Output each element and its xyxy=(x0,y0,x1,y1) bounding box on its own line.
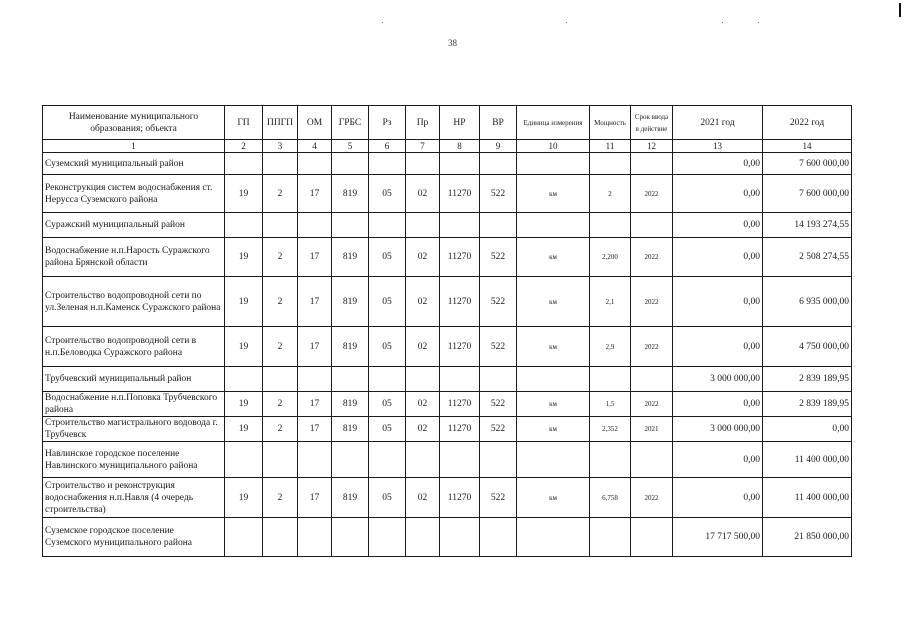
cell-rz xyxy=(369,367,406,392)
cell-unit xyxy=(517,153,590,175)
cell-vr: 522 xyxy=(480,417,517,442)
cell-grbs xyxy=(332,367,369,392)
header-2021: 2021 год xyxy=(673,106,763,140)
cell-term: 2022 xyxy=(631,277,673,327)
cell-grbs xyxy=(332,213,369,238)
column-number: 11 xyxy=(590,140,631,153)
column-number: 9 xyxy=(480,140,517,153)
header-rz: Рз xyxy=(369,106,406,140)
cell-np xyxy=(440,367,480,392)
cell-vr: 522 xyxy=(480,478,517,518)
cell-y2022: 7 600 000,00 xyxy=(763,175,852,213)
cell-rz xyxy=(369,213,406,238)
cell-gp xyxy=(225,518,263,557)
cell-gp: 19 xyxy=(225,478,263,518)
cell-gp xyxy=(225,367,263,392)
cell-pr: 02 xyxy=(406,327,440,367)
header-grbs: ГРБС xyxy=(332,106,369,140)
cell-pr xyxy=(406,213,440,238)
cell-gp: 19 xyxy=(225,392,263,417)
cell-name: Строительство магистрального водовода г. Трубчевск xyxy=(43,417,225,442)
cell-power: 6,758 xyxy=(590,478,631,518)
cell-y2021: 0,00 xyxy=(673,442,763,478)
cell-vr xyxy=(480,518,517,557)
header-term: Срок ввода в действие xyxy=(631,106,673,140)
cell-y2021: 0,00 xyxy=(673,175,763,213)
cell-power xyxy=(590,367,631,392)
cell-np: 11270 xyxy=(440,277,480,327)
cell-rz: 05 xyxy=(369,417,406,442)
cell-y2022: 11 400 000,00 xyxy=(763,478,852,518)
cell-vr xyxy=(480,153,517,175)
header-om: ОМ xyxy=(298,106,332,140)
cell-om xyxy=(298,213,332,238)
cell-om xyxy=(298,367,332,392)
column-number: 5 xyxy=(332,140,369,153)
header-gp: ГП xyxy=(225,106,263,140)
cell-unit: км xyxy=(517,277,590,327)
cell-power xyxy=(590,442,631,478)
column-number: 2 xyxy=(225,140,263,153)
table-row xyxy=(43,277,852,327)
cell-unit: км xyxy=(517,327,590,367)
scan-speck xyxy=(758,22,759,23)
column-number: 10 xyxy=(517,140,590,153)
cell-vr: 522 xyxy=(480,327,517,367)
cell-grbs xyxy=(332,518,369,557)
cell-om xyxy=(298,442,332,478)
budget-table xyxy=(42,105,852,557)
cell-ppgp: 2 xyxy=(263,277,298,327)
cell-gp: 19 xyxy=(225,277,263,327)
cell-y2022: 21 850 000,00 xyxy=(763,518,852,557)
cell-rz: 05 xyxy=(369,277,406,327)
cell-unit: км xyxy=(517,175,590,213)
cell-rz xyxy=(369,442,406,478)
cell-name: Реконструкция систем водоснабжения ст. Нерусса Суземского района xyxy=(43,175,225,213)
column-number: 12 xyxy=(631,140,673,153)
cell-pr xyxy=(406,153,440,175)
cell-om: 17 xyxy=(298,417,332,442)
cell-ppgp: 2 xyxy=(263,238,298,277)
cell-ppgp: 2 xyxy=(263,417,298,442)
header-unit: Единица измерения xyxy=(517,106,590,140)
table-row xyxy=(43,213,852,238)
cell-grbs xyxy=(332,153,369,175)
table-row xyxy=(43,175,852,213)
cell-name: Водоснабжение н.п.Нарость Суражского района Брянской области xyxy=(43,238,225,277)
cell-vr: 522 xyxy=(480,175,517,213)
cell-ppgp xyxy=(263,153,298,175)
cell-om: 17 xyxy=(298,175,332,213)
cell-np: 11270 xyxy=(440,478,480,518)
scan-speck xyxy=(382,22,383,23)
cell-y2022: 0,00 xyxy=(763,417,852,442)
cell-pr xyxy=(406,442,440,478)
table-row xyxy=(43,442,852,478)
cell-rz: 05 xyxy=(369,238,406,277)
cell-power xyxy=(590,153,631,175)
cell-y2021: 17 717 500,00 xyxy=(673,518,763,557)
header-np: НР xyxy=(440,106,480,140)
table-row xyxy=(43,478,852,518)
cell-name: Водоснабжение н.п.Поповка Трубчевского района xyxy=(43,392,225,417)
cell-term xyxy=(631,518,673,557)
cell-grbs: 819 xyxy=(332,392,369,417)
cell-pr: 02 xyxy=(406,417,440,442)
cell-term: 2022 xyxy=(631,478,673,518)
header-name: Наименование муниципального образования; объекта xyxy=(43,106,225,140)
cell-grbs: 819 xyxy=(332,327,369,367)
cell-om xyxy=(298,153,332,175)
cell-term: 2022 xyxy=(631,327,673,367)
cell-y2021: 3 000 000,00 xyxy=(673,367,763,392)
cell-grbs: 819 xyxy=(332,478,369,518)
cell-power xyxy=(590,213,631,238)
cell-ppgp: 2 xyxy=(263,478,298,518)
cell-name: Суземское городское поселение Суземского муниципального района xyxy=(43,518,225,557)
cell-y2022: 4 750 000,00 xyxy=(763,327,852,367)
header-2022: 2022 год xyxy=(763,106,852,140)
cell-power: 2,1 xyxy=(590,277,631,327)
cell-vr xyxy=(480,367,517,392)
cell-y2022: 14 193 274,55 xyxy=(763,213,852,238)
cell-unit: км xyxy=(517,392,590,417)
cell-om xyxy=(298,518,332,557)
cell-unit xyxy=(517,442,590,478)
cell-y2021: 0,00 xyxy=(673,238,763,277)
cell-om: 17 xyxy=(298,238,332,277)
cell-np xyxy=(440,213,480,238)
cell-y2021: 0,00 xyxy=(673,392,763,417)
cell-rz xyxy=(369,153,406,175)
cell-pr: 02 xyxy=(406,392,440,417)
table-row xyxy=(43,518,852,557)
cell-rz: 05 xyxy=(369,327,406,367)
table-body xyxy=(43,153,852,557)
scan-speck xyxy=(566,22,567,23)
cell-om: 17 xyxy=(298,277,332,327)
cell-y2021: 0,00 xyxy=(673,327,763,367)
cell-om: 17 xyxy=(298,327,332,367)
cell-gp: 19 xyxy=(225,175,263,213)
table-row xyxy=(43,327,852,367)
cell-np xyxy=(440,442,480,478)
cell-grbs: 819 xyxy=(332,238,369,277)
cell-grbs xyxy=(332,442,369,478)
cell-power: 2,9 xyxy=(590,327,631,367)
cell-gp: 19 xyxy=(225,238,263,277)
cell-pr: 02 xyxy=(406,175,440,213)
header-pr: Пр xyxy=(406,106,440,140)
cell-y2022: 6 935 000,00 xyxy=(763,277,852,327)
column-number: 4 xyxy=(298,140,332,153)
cell-unit xyxy=(517,518,590,557)
cell-unit: км xyxy=(517,478,590,518)
cell-y2021: 0,00 xyxy=(673,277,763,327)
column-number: 3 xyxy=(263,140,298,153)
cell-name: Трубчевский муниципальный район xyxy=(43,367,225,392)
cell-np: 11270 xyxy=(440,238,480,277)
cell-unit xyxy=(517,367,590,392)
column-number: 8 xyxy=(440,140,480,153)
cell-pr: 02 xyxy=(406,478,440,518)
cell-y2022: 7 600 000,00 xyxy=(763,153,852,175)
cell-power xyxy=(590,518,631,557)
cell-np: 11270 xyxy=(440,392,480,417)
cell-rz xyxy=(369,518,406,557)
cell-gp xyxy=(225,442,263,478)
column-number-row xyxy=(43,140,852,153)
cell-unit xyxy=(517,213,590,238)
cell-pr xyxy=(406,518,440,557)
cell-grbs: 819 xyxy=(332,417,369,442)
cell-gp: 19 xyxy=(225,417,263,442)
cell-ppgp: 2 xyxy=(263,175,298,213)
cell-rz: 05 xyxy=(369,478,406,518)
cell-term: 2022 xyxy=(631,392,673,417)
cell-rz: 05 xyxy=(369,392,406,417)
cell-np: 11270 xyxy=(440,327,480,367)
cell-pr xyxy=(406,367,440,392)
cell-name: Строительство водопроводной сети в н.п.Беловодка Суражского района xyxy=(43,327,225,367)
table-row xyxy=(43,367,852,392)
cell-np xyxy=(440,153,480,175)
cell-unit: км xyxy=(517,417,590,442)
cell-ppgp xyxy=(263,442,298,478)
table-row xyxy=(43,153,852,175)
cell-y2021: 0,00 xyxy=(673,153,763,175)
cell-ppgp: 2 xyxy=(263,392,298,417)
cell-term xyxy=(631,153,673,175)
scan-edge-mark xyxy=(899,3,901,17)
cell-term xyxy=(631,442,673,478)
cell-grbs: 819 xyxy=(332,277,369,327)
cell-power: 2 xyxy=(590,175,631,213)
header-vr: ВР xyxy=(480,106,517,140)
cell-gp xyxy=(225,213,263,238)
cell-ppgp xyxy=(263,213,298,238)
cell-np: 11270 xyxy=(440,175,480,213)
cell-y2022: 2 839 189,95 xyxy=(763,392,852,417)
cell-y2022: 11 400 000,00 xyxy=(763,442,852,478)
cell-unit: км xyxy=(517,238,590,277)
cell-term xyxy=(631,367,673,392)
page-number: 38 xyxy=(448,38,457,48)
cell-y2022: 2 508 274,55 xyxy=(763,238,852,277)
cell-gp xyxy=(225,153,263,175)
cell-np: 11270 xyxy=(440,417,480,442)
cell-term xyxy=(631,213,673,238)
cell-vr xyxy=(480,442,517,478)
column-number: 14 xyxy=(763,140,852,153)
scan-speck xyxy=(722,22,723,23)
cell-power: 1,5 xyxy=(590,392,631,417)
table-row xyxy=(43,238,852,277)
header-row xyxy=(43,106,852,140)
cell-name: Навлинское городское поселение Навлинского муниципального района xyxy=(43,442,225,478)
cell-y2021: 0,00 xyxy=(673,213,763,238)
cell-y2021: 0,00 xyxy=(673,478,763,518)
cell-pr: 02 xyxy=(406,277,440,327)
header-ppgp: ППГП xyxy=(263,106,298,140)
cell-term: 2021 xyxy=(631,417,673,442)
cell-power: 2,352 xyxy=(590,417,631,442)
cell-om: 17 xyxy=(298,392,332,417)
cell-gp: 19 xyxy=(225,327,263,367)
cell-np xyxy=(440,518,480,557)
cell-name: Суражский муниципальный район xyxy=(43,213,225,238)
cell-term: 2022 xyxy=(631,238,673,277)
table-row xyxy=(43,417,852,442)
header-power: Мощность xyxy=(590,106,631,140)
cell-power: 2,200 xyxy=(590,238,631,277)
cell-vr xyxy=(480,213,517,238)
cell-y2021: 3 000 000,00 xyxy=(673,417,763,442)
column-number: 7 xyxy=(406,140,440,153)
column-number: 13 xyxy=(673,140,763,153)
column-number: 6 xyxy=(369,140,406,153)
cell-vr: 522 xyxy=(480,277,517,327)
cell-name: Строительство водопроводной сети по ул.Зеленая н.п.Каменск Суражского района xyxy=(43,277,225,327)
table-row xyxy=(43,392,852,417)
cell-ppgp xyxy=(263,518,298,557)
cell-name: Суземский муниципальный район xyxy=(43,153,225,175)
cell-pr: 02 xyxy=(406,238,440,277)
cell-ppgp: 2 xyxy=(263,327,298,367)
cell-rz: 05 xyxy=(369,175,406,213)
cell-name: Строительство и реконструкция водоснабжения н.п.Навля (4 очередь строительства) xyxy=(43,478,225,518)
cell-grbs: 819 xyxy=(332,175,369,213)
cell-term: 2022 xyxy=(631,175,673,213)
cell-om: 17 xyxy=(298,478,332,518)
cell-ppgp xyxy=(263,367,298,392)
cell-vr: 522 xyxy=(480,238,517,277)
cell-vr: 522 xyxy=(480,392,517,417)
cell-y2022: 2 839 189,95 xyxy=(763,367,852,392)
column-number: 1 xyxy=(43,140,225,153)
